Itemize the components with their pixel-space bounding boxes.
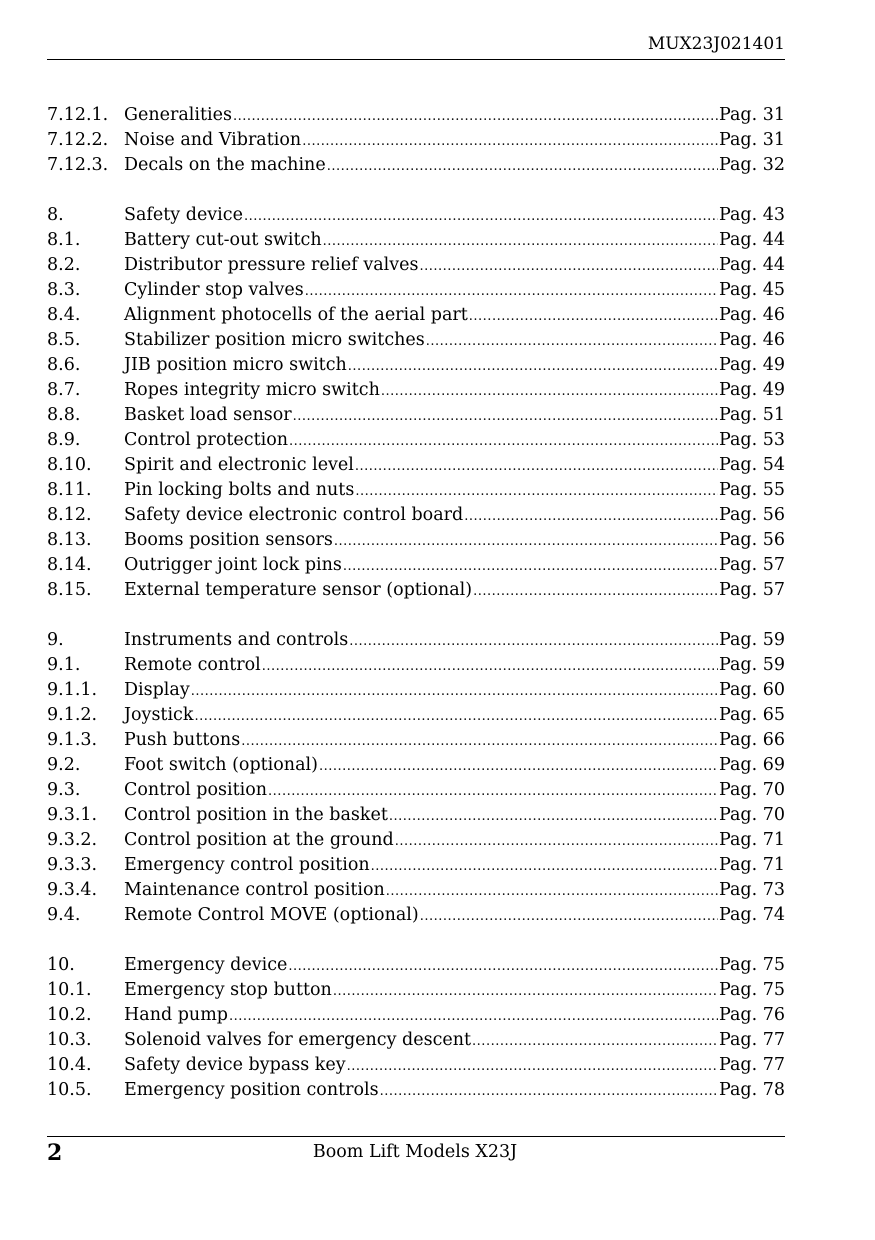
toc-entry-number: 7.12.3. [47,155,109,175]
toc-entry[interactable] [47,528,785,553]
toc-entry-page: Pag. 73 [718,880,785,900]
toc-entry-number: 8.9. [47,430,81,450]
toc-entry-number: 8.7. [47,380,81,400]
toc-entry[interactable] [47,228,785,253]
toc-entry[interactable] [47,628,785,653]
toc-entry[interactable] [47,503,785,528]
toc-entry-number: 10.5. [47,1080,92,1100]
toc-entry-page: Pag. 44 [718,230,785,250]
footer-rule [47,1136,785,1137]
toc-leader-dots [327,154,718,179]
toc-entry-title: Outrigger joint lock pins [124,555,342,575]
toc-entry-title: Control protection [124,430,289,450]
toc-entry-title: Control position in the basket [124,805,388,825]
toc-leader-dots [191,679,718,704]
toc-entry-page: Pag. 56 [718,530,785,550]
toc-leader-dots [244,204,718,229]
toc-entry[interactable] [47,653,785,678]
toc-entry[interactable] [47,278,785,303]
toc-entry-title: External temperature sensor (optional) [124,580,473,600]
toc-entry-page: Pag. 77 [718,1030,785,1050]
toc-section [47,953,785,1103]
toc-entry-number: 8.10. [47,455,92,475]
toc-entry[interactable] [47,153,785,178]
toc-entry-number: 9. [47,630,64,650]
toc-leader-dots [305,279,718,304]
toc-entry[interactable] [47,403,785,428]
toc-entry[interactable] [47,728,785,753]
table-of-contents [47,103,785,1128]
toc-entry-page: Pag. 77 [718,1055,785,1075]
toc-leader-dots [472,1029,718,1054]
toc-entry[interactable] [47,253,785,278]
toc-entry-number: 10. [47,955,75,975]
toc-entry-page: Pag. 57 [718,555,785,575]
toc-entry-number: 9.4. [47,905,81,925]
toc-entry-number: 8.3. [47,280,81,300]
toc-leader-dots [419,254,718,279]
toc-entry[interactable] [47,478,785,503]
toc-entry-title: Maintenance control position [124,880,385,900]
toc-leader-dots [334,529,718,554]
toc-entry-title: Distributor pressure relief valves [124,255,419,275]
toc-entry[interactable] [47,853,785,878]
toc-leader-dots [420,904,718,929]
toc-entry-number: 9.1. [47,655,81,675]
toc-entry-title: JIB position micro switch [124,355,347,375]
toc-entry[interactable] [47,903,785,928]
toc-leader-dots [323,229,718,254]
toc-entry-title: Pin locking bolts and nuts [124,480,355,500]
toc-entry[interactable] [47,878,785,903]
toc-leader-dots [241,729,718,754]
toc-entry[interactable] [47,203,785,228]
toc-entry-title: Emergency control position [124,855,370,875]
toc-entry-number: 10.3. [47,1030,92,1050]
toc-entry-page: Pag. 65 [718,705,785,725]
toc-section [47,103,785,178]
toc-entry-number: 8.1. [47,230,81,250]
toc-leader-dots [371,854,718,879]
toc-entry-page: Pag. 75 [718,980,785,1000]
toc-entry[interactable] [47,378,785,403]
toc-entry-title: Instruments and controls [124,630,349,650]
toc-entry-title: Battery cut-out switch [124,230,322,250]
toc-entry-title: Stabilizer position micro switches [124,330,425,350]
toc-leader-dots [229,1004,718,1029]
toc-entry[interactable] [47,328,785,353]
toc-entry-number: 7.12.1. [47,105,109,125]
toc-leader-dots [395,829,718,854]
toc-entry[interactable] [47,1078,785,1103]
toc-entry-page: Pag. 43 [718,205,785,225]
toc-entry-number: 10.1. [47,980,92,1000]
toc-entry-page: Pag. 76 [718,1005,785,1025]
toc-entry-page: Pag. 75 [718,955,785,975]
toc-entry-page: Pag. 46 [718,305,785,325]
toc-entry-page: Pag. 46 [718,330,785,350]
toc-entry-title: Control position [124,780,268,800]
toc-leader-dots [381,379,718,404]
toc-entry-page: Pag. 32 [718,155,785,175]
toc-leader-dots [355,479,718,504]
toc-entry-number: 9.3.3. [47,855,98,875]
toc-entry-title: Foot switch (optional) [124,755,318,775]
toc-entry-number: 8.8. [47,405,81,425]
toc-entry-number: 9.2. [47,755,81,775]
toc-entry-page: Pag. 55 [718,480,785,500]
toc-entry-title: Emergency device [124,955,288,975]
footer-title: Boom Lift Models X23J [312,1142,518,1162]
toc-leader-dots [469,304,718,329]
toc-entry-page: Pag. 60 [718,680,785,700]
toc-entry-page: Pag. 70 [718,780,785,800]
toc-entry[interactable] [47,428,785,453]
toc-entry-title: Remote Control MOVE (optional) [124,905,419,925]
header-rule [47,59,785,60]
toc-entry-number: 8.6. [47,355,81,375]
toc-entry-number: 9.1.3. [47,730,98,750]
toc-leader-dots [464,504,718,529]
toc-entry-title: Display [124,680,190,700]
toc-entry-page: Pag. 78 [718,1080,785,1100]
toc-leader-dots [262,654,718,679]
toc-entry-page: Pag. 70 [718,805,785,825]
toc-entry-number: 9.1.2. [47,705,98,725]
toc-entry-page: Pag. 53 [718,430,785,450]
toc-entry[interactable] [47,578,785,603]
toc-entry-title: Joystick [124,705,194,725]
toc-entry-title: Booms position sensors [124,530,333,550]
toc-leader-dots [380,1079,718,1104]
toc-leader-dots [319,754,718,779]
toc-entry-title: Decals on the machine [124,155,326,175]
toc-entry-title: Solenoid valves for emergency descent [124,1030,472,1050]
toc-leader-dots [233,104,718,129]
toc-entry-number: 9.1.1. [47,680,98,700]
toc-entry-title: Safety device bypass key [124,1055,346,1075]
toc-entry-page: Pag. 59 [718,655,785,675]
document-code: MUX23J021401 [647,34,785,54]
toc-leader-dots [293,404,718,429]
toc-entry-number: 10.4. [47,1055,92,1075]
toc-entry-page: Pag. 45 [718,280,785,300]
toc-leader-dots [268,779,718,804]
toc-entry-number: 10.2. [47,1005,92,1025]
toc-entry-page: Pag. 66 [718,730,785,750]
toc-entry-number: 9.3. [47,780,81,800]
toc-entry-number: 7.12.2. [47,130,109,150]
toc-leader-dots [289,429,718,454]
toc-leader-dots [348,354,718,379]
toc-entry-title: Hand pump [124,1005,229,1025]
toc-entry-page: Pag. 57 [718,580,785,600]
toc-entry-number: 8.11. [47,480,92,500]
toc-entry-number: 8.13. [47,530,92,550]
toc-entry-number: 8.14. [47,555,92,575]
toc-entry-page: Pag. 51 [718,405,785,425]
toc-entry[interactable] [47,678,785,703]
toc-entry-title: Ropes integrity micro switch [124,380,380,400]
toc-entry-title: Safety device electronic control board [124,505,464,525]
toc-entry[interactable] [47,778,785,803]
toc-entry-title: Control position at the ground [124,830,394,850]
toc-leader-dots [347,1054,718,1079]
toc-entry[interactable] [47,803,785,828]
toc-entry-number: 8.4. [47,305,81,325]
toc-section [47,628,785,928]
toc-entry-page: Pag. 71 [718,855,785,875]
toc-entry-page: Pag. 49 [718,355,785,375]
toc-leader-dots [333,979,718,1004]
toc-leader-dots [386,879,718,904]
toc-entry[interactable] [47,1053,785,1078]
toc-leader-dots [355,454,718,479]
toc-entry-title: Cylinder stop valves [124,280,304,300]
toc-leader-dots [194,704,718,729]
toc-entry-page: Pag. 74 [718,905,785,925]
toc-entry-page: Pag. 49 [718,380,785,400]
toc-entry[interactable] [47,1028,785,1053]
toc-entry-number: 8. [47,205,64,225]
toc-leader-dots [389,804,718,829]
toc-entry-title: Emergency stop button [124,980,332,1000]
toc-entry[interactable] [47,553,785,578]
toc-entry[interactable] [47,753,785,778]
toc-entry-page: Pag. 44 [718,255,785,275]
toc-entry-number: 8.5. [47,330,81,350]
toc-leader-dots [349,629,718,654]
toc-entry-title: Emergency position controls [124,1080,379,1100]
toc-entry[interactable] [47,353,785,378]
toc-entry[interactable] [47,303,785,328]
toc-entry[interactable] [47,703,785,728]
toc-leader-dots [426,329,718,354]
toc-entry-page: Pag. 69 [718,755,785,775]
toc-entry-title: Noise and Vibration [124,130,302,150]
toc-entry-page: Pag. 31 [718,105,785,125]
toc-entry-page: Pag. 54 [718,455,785,475]
toc-entry-title: Safety device [124,205,243,225]
toc-leader-dots [288,954,718,979]
toc-entry-number: 8.15. [47,580,92,600]
toc-leader-dots [302,129,718,154]
toc-entry-page: Pag. 59 [718,630,785,650]
toc-leader-dots [473,579,718,604]
toc-entry[interactable] [47,128,785,153]
toc-entry-title: Push buttons [124,730,241,750]
toc-entry-title: Basket load sensor [124,405,292,425]
toc-entry[interactable] [47,953,785,978]
toc-entry-number: 9.3.2. [47,830,98,850]
toc-leader-dots [343,554,718,579]
toc-entry-page: Pag. 56 [718,505,785,525]
toc-entry-number: 9.3.4. [47,880,98,900]
toc-entry-number: 8.2. [47,255,81,275]
toc-entry-title: Generalities [124,105,232,125]
toc-entry[interactable] [47,978,785,1003]
toc-section [47,203,785,603]
toc-entry-title: Alignment photocells of the aerial part [124,305,468,325]
page-number: 2 [47,1140,63,1166]
toc-entry[interactable] [47,453,785,478]
toc-entry-page: Pag. 71 [718,830,785,850]
toc-entry-number: 8.12. [47,505,92,525]
toc-entry-number: 9.3.1. [47,805,98,825]
toc-entry-title: Spirit and electronic level [124,455,354,475]
toc-entry-page: Pag. 31 [718,130,785,150]
toc-entry[interactable] [47,103,785,128]
toc-entry[interactable] [47,1003,785,1028]
toc-entry-title: Remote control [124,655,261,675]
toc-entry[interactable] [47,828,785,853]
